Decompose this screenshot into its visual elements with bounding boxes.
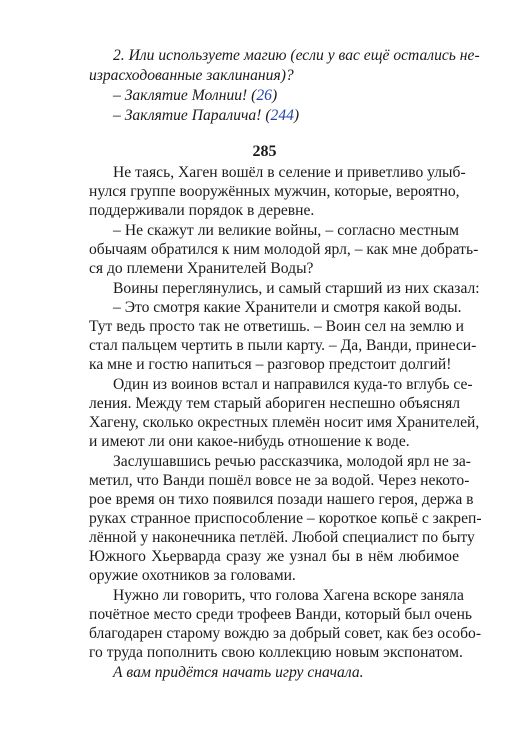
paragraph-line: Нужно ли говорить, что голова Хагена вскоре заняла (113, 587, 464, 604)
option-paralysis-ref-link[interactable]: 244 (270, 107, 294, 124)
paragraph-line: стал пальцем чертить в пыли карту. – Да, Ванди, принеси- (89, 337, 477, 354)
paragraph-line: Тут ведь просто так не ответишь. – Воин сел на землю и (89, 318, 464, 335)
option-paralysis-close: ) (293, 107, 300, 124)
section-number: 285 (252, 143, 277, 160)
paragraph-line: Воины переглянулись, и самый старший из них сказал: (113, 280, 480, 297)
paragraph-line: Один из воинов встал и направился куда-то вглубь се- (113, 376, 473, 393)
paragraph-line: метил, что Ванди пошёл вовсе не за водой. Через некото- (89, 472, 470, 489)
paragraph-line: – Это смотря какие Хранители и смотря какой воды. (113, 299, 462, 316)
paragraph-line: нулся группе вооружённых мужчин, которые, вероятно, (89, 183, 460, 200)
option-lightning-text: – Заклятие Молнии! ( (113, 87, 257, 104)
paragraph-line: Заслушавшись речью рассказчика, молодой ярл не за- (113, 453, 472, 470)
paragraph-line: лённой у наконечника петлёй. Любой специалист по быту (89, 529, 475, 546)
option-lightning-close: ) (271, 87, 278, 104)
paragraph-line: Хагену, сколько окрестных племён носит имя Хранителей, (89, 414, 480, 431)
paragraph-line: и имеют ли они какое-нибудь отношение к воде. (89, 433, 410, 450)
paragraph-line: рое время он тихо появился позади нашего героя, держа в (89, 491, 474, 508)
choice-option-paralysis[interactable] (113, 106, 459, 125)
option-paralysis-text: – Заклятие Паралича! ( (113, 107, 271, 124)
paragraph-line: оружие охотников за головами. (89, 567, 296, 584)
option-lightning-ref-link[interactable]: 26 (256, 87, 272, 104)
paragraph-line: Южного Хьерварда сразу же узнал бы в нём любимое (89, 548, 459, 565)
paragraph-line: Не таясь, Хаген вошёл в селение и приветливо улыб- (113, 164, 466, 181)
paragraph-line: благодарен старому вождю за добрый совет, как без особо- (89, 625, 482, 642)
ending-note: А вам придётся начать игру сначала. (113, 664, 364, 681)
choice-option-lightning[interactable] (113, 86, 459, 105)
paragraph-line: поддерживали порядок в деревне. (89, 202, 315, 219)
paragraph-line: почётное место среди трофеев Ванди, который был очень (89, 606, 473, 623)
paragraph-line: ся до племени Хранителей Воды? (89, 260, 314, 277)
paragraph-line: обычаям обратился к ним молодой ярл, – как мне добрать- (89, 241, 479, 258)
paragraph-line: го труда пополнить свою коллекцию новым экспонатом. (89, 644, 463, 661)
paragraph-line: руках странное приспособление – короткое копьё с закреп- (89, 510, 482, 527)
paragraph-line: ления. Между тем старый абориген неспешно объяснял (89, 395, 461, 412)
paragraph-line: – Не скажут ли великие войны, – согласно местным (113, 222, 459, 239)
choice-question-line-1: 2. Или используете магию (если у вас ещё остались не- (113, 47, 480, 64)
paragraph-line: ка мне и гостю напиться – разговор предстоит долгий! (89, 356, 452, 373)
choice-question-line-2: израсходованные заклинания)? (89, 67, 294, 84)
